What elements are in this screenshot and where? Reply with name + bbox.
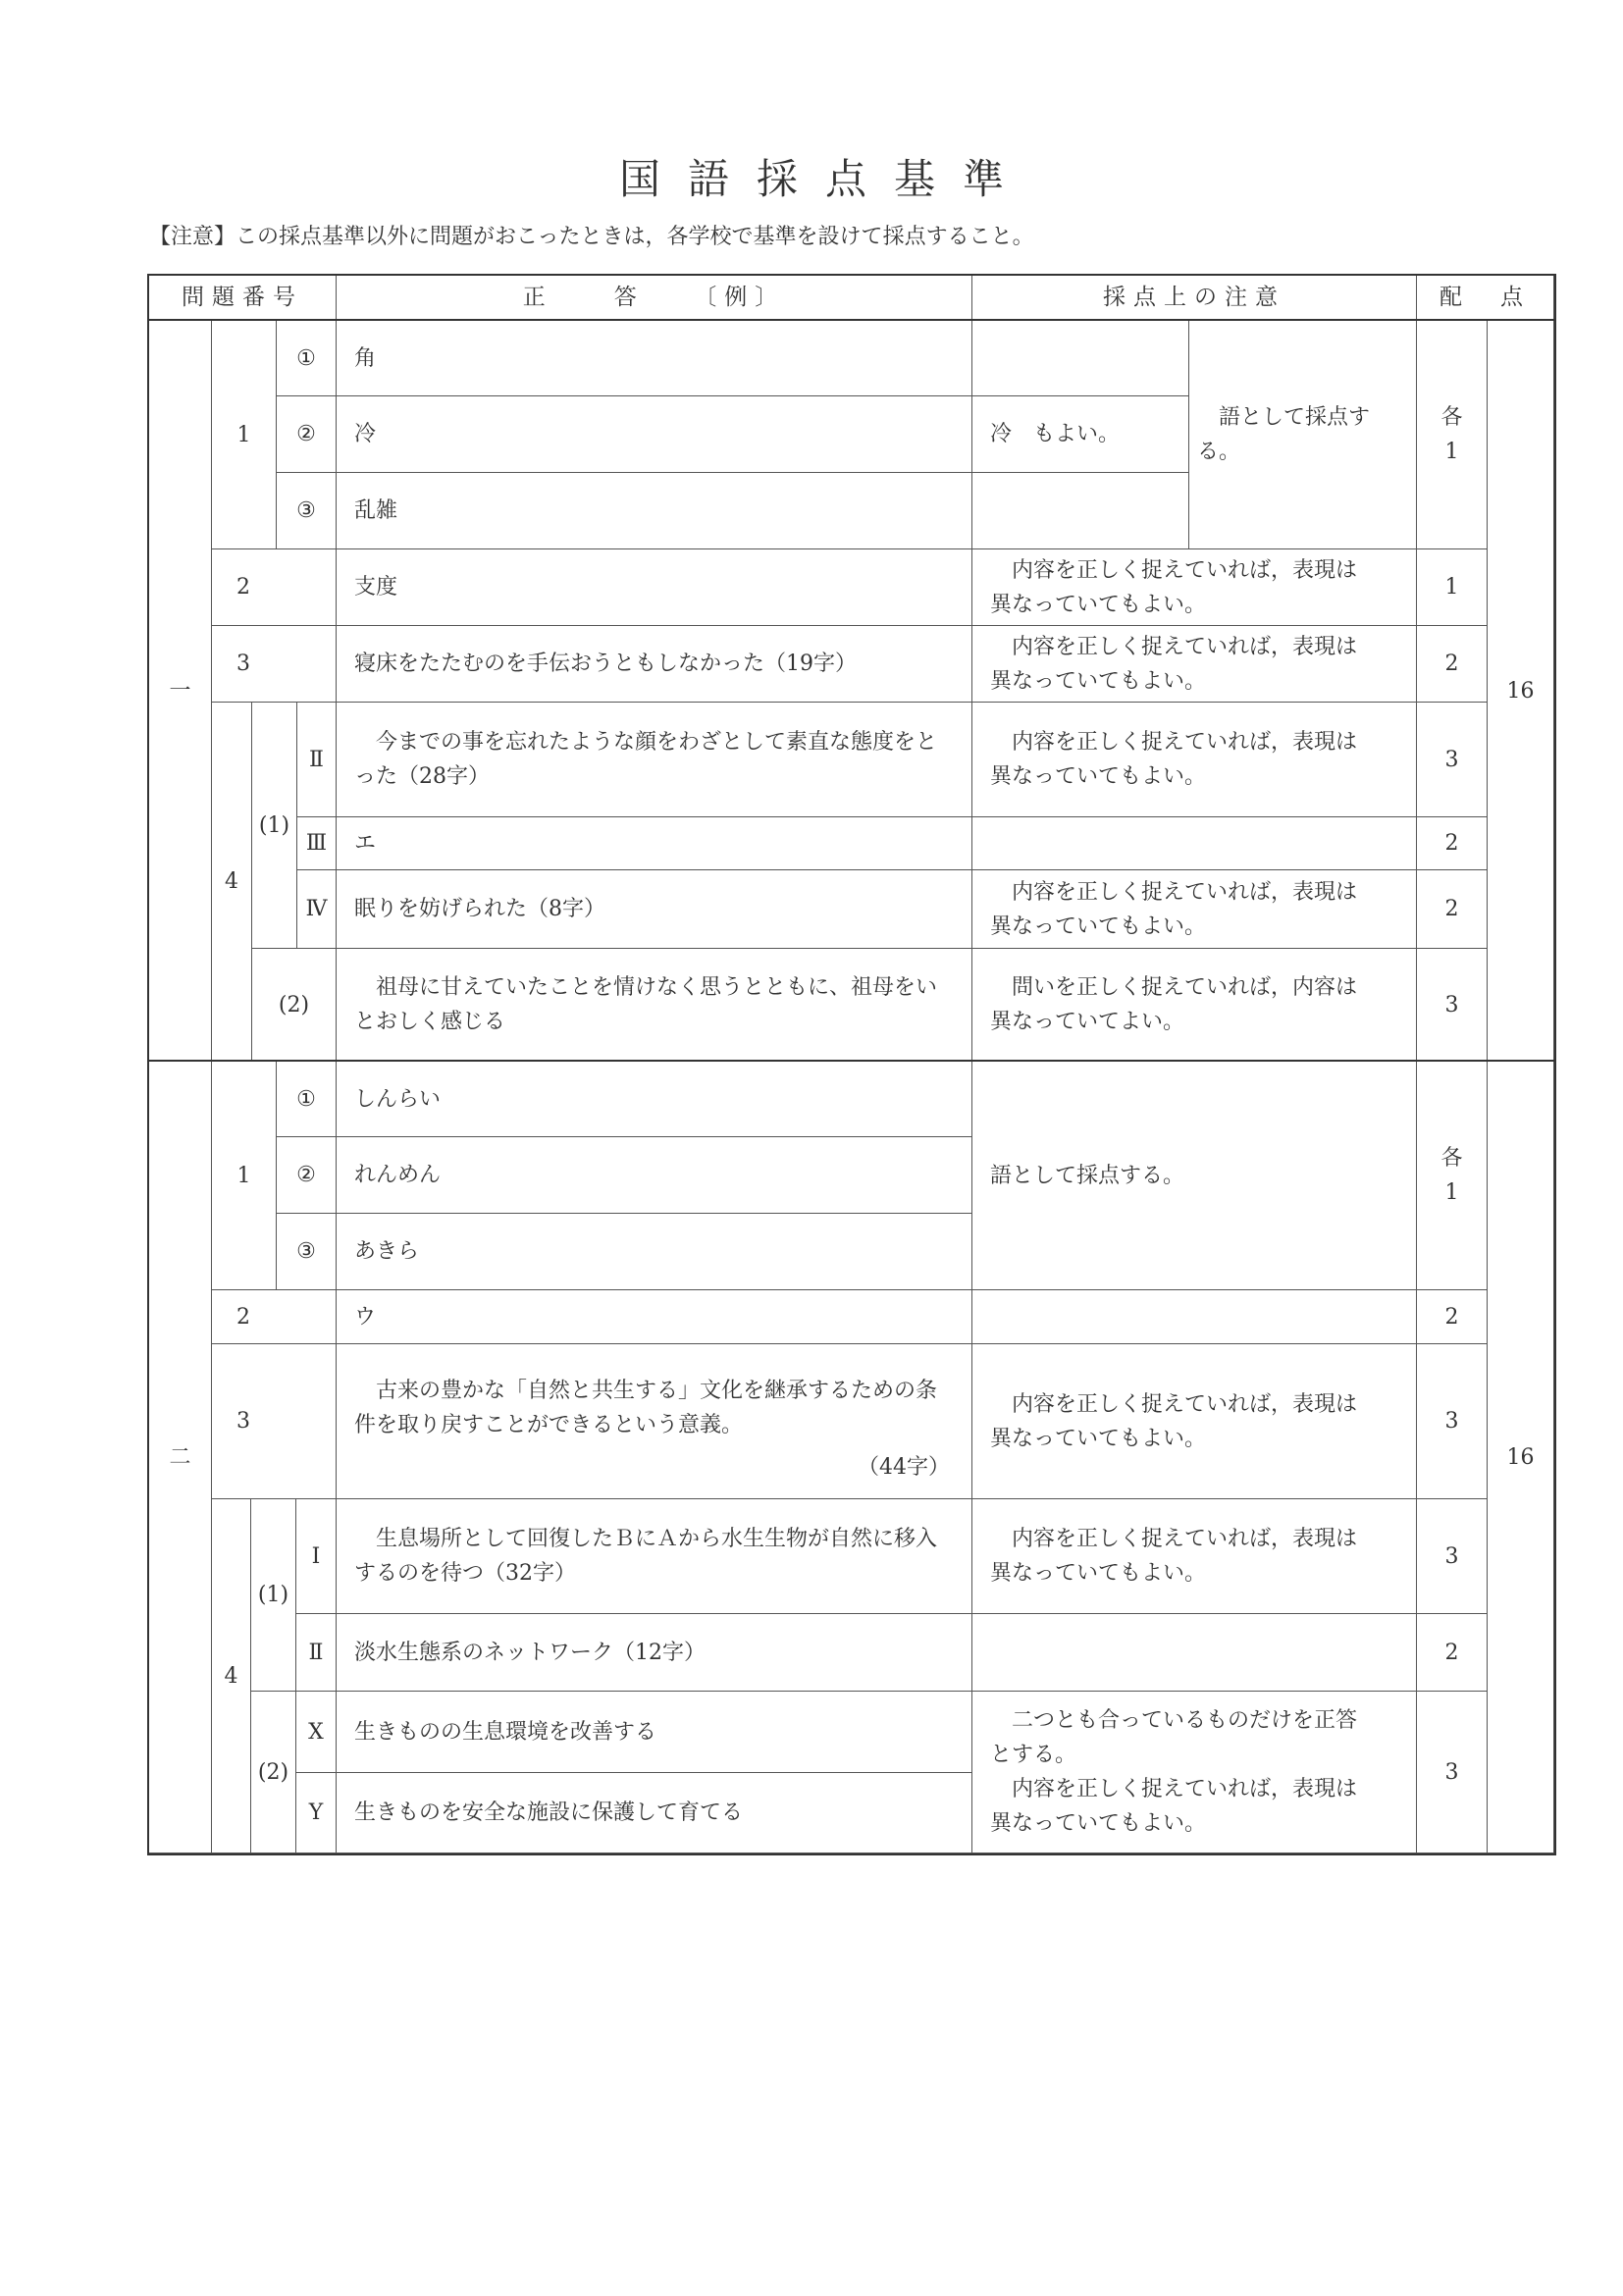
s1-q4-p2-label-text: (2) bbox=[278, 992, 310, 1018]
s2-q4-p2-sub-x-text: X bbox=[308, 1719, 324, 1745]
s1-q3-score bbox=[1416, 625, 1488, 703]
s2-q4-p2-sub-y-text: Y bbox=[308, 1800, 324, 1825]
s2-q1-caution bbox=[971, 1061, 1417, 1290]
s2-q4-p1-answer2 bbox=[336, 1613, 972, 1692]
s1-q4-p1-sub3 bbox=[296, 869, 337, 949]
s2-q4-p1-answer1-text: 生息場所として回復したＢにＡから水生生物が自然に移入するのを待つ（32字） bbox=[354, 1527, 938, 1586]
s2-q2-score bbox=[1416, 1289, 1488, 1344]
s1-q1-sub2-text: ② bbox=[296, 422, 316, 446]
s1-q3-caution-text: 内容を正しく捉えていれば，表現は異なっていてもよい。 bbox=[990, 634, 1358, 694]
s2-q2-answer bbox=[336, 1289, 972, 1344]
s1-q4-p1-caution3 bbox=[971, 869, 1417, 949]
s1-q1-sub3 bbox=[276, 472, 337, 549]
s1-q4-p1-sub1 bbox=[296, 702, 337, 817]
s1-q4-p1-answer2-text: エ bbox=[354, 831, 377, 856]
s1-q4-p1-score3-text: 2 bbox=[1444, 897, 1459, 921]
s1-q2-number bbox=[211, 548, 337, 626]
s1-q4-p1-label bbox=[251, 702, 297, 949]
header-score-label: 配 点 bbox=[1440, 285, 1531, 310]
s1-q1-answer2-text: 冷 bbox=[354, 422, 377, 446]
s2-q4-p1-answer2-text: 淡水生態系のネットワーク（12字） bbox=[354, 1640, 706, 1665]
s1-q4-p1-caution3-text: 内容を正しく捉えていれば，表現は異なっていてもよい。 bbox=[990, 879, 1358, 939]
s1-q4-p1-answer2 bbox=[336, 816, 972, 870]
section-divider bbox=[147, 1060, 1556, 1062]
s1-q4-p1-answer1-text: 今までの事を忘れたような顔をわざとして素直な態度をとった（28字） bbox=[354, 730, 938, 789]
s1-q4-p1-sub1-text: Ⅱ bbox=[309, 747, 324, 772]
s2-q3-score-text: 3 bbox=[1444, 1409, 1459, 1434]
s2-q3-caution bbox=[971, 1343, 1417, 1499]
s1-q4-p1-sub3-text: Ⅳ bbox=[305, 897, 328, 921]
s1-q3-number bbox=[211, 625, 337, 703]
s1-q2-caution-text: 内容を正しく捉えていれば，表現は異なっていてもよい。 bbox=[990, 557, 1358, 617]
s2-q1-answer2 bbox=[336, 1136, 972, 1214]
s1-q3-answer bbox=[336, 625, 972, 703]
header-answer bbox=[336, 275, 972, 321]
s1-q4-p1-caution1 bbox=[971, 702, 1417, 817]
s2-q4-number bbox=[211, 1498, 251, 1853]
s2-q4-p2-score bbox=[1416, 1691, 1488, 1853]
s1-q1-answer2 bbox=[336, 395, 972, 473]
s2-q2-number bbox=[211, 1289, 337, 1344]
s2-q1-sub3 bbox=[276, 1213, 337, 1290]
s2-q4-p2-answer-y bbox=[336, 1772, 972, 1853]
section-1-label-text: 一 bbox=[169, 678, 191, 704]
header-caution bbox=[971, 275, 1417, 321]
s1-q4-p1-answer3 bbox=[336, 869, 972, 949]
s1-q4-number bbox=[211, 702, 252, 1062]
s2-q4-p1-answer1 bbox=[336, 1498, 972, 1614]
s2-q4-p1-sub2 bbox=[295, 1613, 337, 1692]
s2-q4-p2-answer-x-text: 生きものの生息環境を改善する bbox=[354, 1719, 657, 1745]
s2-q4-p1-caution1-text: 内容を正しく捉えていれば，表現は異なっていてもよい。 bbox=[990, 1527, 1358, 1586]
s2-total bbox=[1487, 1061, 1554, 1853]
s1-q2-number-text: 2 bbox=[236, 575, 250, 600]
s2-q4-p1-score1-text: 3 bbox=[1444, 1543, 1459, 1569]
header-question-number bbox=[148, 275, 337, 321]
s2-q4-p2-caution2-text: 内容を正しく捉えていれば，表現は異なっていてもよい。 bbox=[990, 1777, 1358, 1836]
s2-q4-number-text: 4 bbox=[224, 1663, 238, 1689]
s2-q4-p2-caution1-text: 二つとも合っているものだけを正答とする。 bbox=[990, 1708, 1358, 1767]
grading-note: 【注意】この採点基準以外に問題がおこったときは，各学校で基準を設けて採点すること。 bbox=[149, 225, 1034, 249]
s1-q4-p2-answer bbox=[336, 948, 972, 1062]
s1-q4-p1-caution1-text: 内容を正しく捉えていれば，表現は異なっていてもよい。 bbox=[990, 730, 1358, 789]
s1-q1-sub3-text: ③ bbox=[296, 498, 316, 523]
s1-q1-shared-caution bbox=[1188, 320, 1417, 549]
s2-q4-p2-sub-y bbox=[295, 1772, 337, 1853]
s1-q3-caution bbox=[971, 625, 1417, 703]
s1-q4-p2-caution-text: 問いを正しく捉えていれば，内容は異なっていてよい。 bbox=[990, 975, 1358, 1034]
header-number-label: 問題番号 bbox=[182, 285, 303, 310]
section-2-label-text: 二 bbox=[169, 1444, 191, 1470]
s1-q1-number bbox=[211, 320, 277, 549]
s1-q1-score-top: 各 bbox=[1440, 405, 1463, 430]
s1-q1-caution1 bbox=[971, 320, 1189, 396]
s1-q1-sub2 bbox=[276, 395, 337, 473]
s2-q3-score bbox=[1416, 1343, 1488, 1499]
header-score bbox=[1416, 275, 1554, 321]
s1-q4-p2-score-text: 3 bbox=[1444, 992, 1459, 1018]
s1-q2-score-text: 1 bbox=[1444, 575, 1459, 600]
s1-q4-p1-score1-text: 3 bbox=[1444, 747, 1459, 772]
s2-q4-p1-label-text: (1) bbox=[257, 1583, 289, 1607]
s2-q1-sub2-text: ② bbox=[296, 1163, 316, 1187]
s1-q4-p2-answer-text: 祖母に甘えていたことを情けなく思うとともに、祖母をいとおしく感じる bbox=[354, 975, 938, 1034]
s1-q4-p1-score3 bbox=[1416, 869, 1488, 949]
s2-total-text: 16 bbox=[1506, 1444, 1535, 1470]
s2-q1-caution-text: 語として採点する。 bbox=[990, 1163, 1185, 1188]
s2-q3-char-count: （44字） bbox=[858, 1455, 950, 1480]
s2-q4-p1-sub1-text: Ⅰ bbox=[311, 1543, 321, 1569]
s1-q3-answer-text: 寝床をたたむのを手伝おうともしなかった（19字） bbox=[354, 652, 857, 676]
s1-q3-score-text: 2 bbox=[1444, 652, 1459, 676]
section-2-label bbox=[148, 1061, 212, 1853]
s2-q2-number-text: 2 bbox=[236, 1304, 250, 1330]
s2-q1-sub1-text: ① bbox=[296, 1086, 316, 1112]
s1-q1-answer3-text: 乱雑 bbox=[354, 498, 398, 523]
s1-q4-p1-sub2-text: Ⅲ bbox=[305, 831, 328, 856]
s1-q2-caution bbox=[971, 548, 1417, 626]
s1-q4-p1-answer1 bbox=[336, 702, 972, 817]
document-title: 国語採点基準 bbox=[618, 155, 1031, 203]
s1-q4-p1-answer3-text: 眠りを妨げられた（8字） bbox=[354, 897, 605, 921]
s1-q2-score bbox=[1416, 548, 1488, 626]
s2-q4-p1-score1 bbox=[1416, 1498, 1488, 1614]
s1-q1-sub1-text: ① bbox=[296, 345, 316, 371]
s1-q1-caution3 bbox=[971, 472, 1189, 549]
s2-q1-number bbox=[211, 1061, 277, 1290]
s2-q2-caution bbox=[971, 1289, 1417, 1344]
header-caution-label: 採点上の注意 bbox=[1103, 285, 1285, 310]
s2-q4-p1-sub2-text: Ⅱ bbox=[308, 1640, 324, 1665]
s1-q4-p2-caution bbox=[971, 948, 1417, 1062]
s2-q4-p1-caution2 bbox=[971, 1613, 1417, 1692]
s2-q4-p2-answer-x bbox=[336, 1691, 972, 1773]
s2-q3-number bbox=[211, 1343, 337, 1499]
s2-q1-score bbox=[1416, 1061, 1488, 1290]
s1-q2-answer-text: 支度 bbox=[354, 575, 398, 600]
s2-q4-p2-answer-y-text: 生きものを安全な施設に保護して育てる bbox=[354, 1800, 744, 1825]
s2-q1-answer1-text: しんらい bbox=[354, 1086, 442, 1112]
s2-q3-answer bbox=[336, 1343, 972, 1499]
header-answer-label: 正 答 〔例〕 bbox=[522, 285, 786, 310]
s2-q4-p2-sub-x bbox=[295, 1691, 337, 1773]
s1-q1-score-bottom: 1 bbox=[1444, 440, 1459, 464]
s1-q4-number-text: 4 bbox=[225, 869, 238, 894]
s2-q1-number-text: 1 bbox=[236, 1163, 251, 1188]
s2-q3-answer-text: 古来の豊かな「自然と共生する」文化を継承するための条件を取り戻すことができるという意義。 bbox=[354, 1378, 938, 1437]
s1-q1-caution2-text: 冷 もよい。 bbox=[990, 422, 1121, 446]
s1-q4-p2-label bbox=[251, 948, 337, 1062]
s1-q1-answer3 bbox=[336, 472, 972, 549]
s2-q3-caution-text: 内容を正しく捉えていれば，表現は異なっていてもよい。 bbox=[990, 1391, 1358, 1451]
s2-q4-p2-label bbox=[250, 1691, 296, 1853]
s2-q1-sub2 bbox=[276, 1136, 337, 1214]
s2-q1-sub1 bbox=[276, 1061, 337, 1137]
s2-q3-number-text: 3 bbox=[236, 1409, 250, 1434]
s2-q1-answer2-text: れんめん bbox=[354, 1163, 442, 1187]
s1-q4-p2-score bbox=[1416, 948, 1488, 1062]
s1-q1-score bbox=[1416, 320, 1488, 549]
s1-q1-sub1 bbox=[276, 320, 337, 396]
s2-q4-p2-score-text: 3 bbox=[1444, 1759, 1459, 1785]
s1-q1-answer1-text: 角 bbox=[354, 345, 377, 371]
s1-q3-number-text: 3 bbox=[236, 652, 250, 676]
s1-q4-p1-score1 bbox=[1416, 702, 1488, 817]
s2-q2-answer-text: ウ bbox=[354, 1304, 377, 1330]
s1-q1-answer1 bbox=[336, 320, 972, 396]
s2-q2-score-text: 2 bbox=[1444, 1304, 1459, 1330]
s1-q4-p1-score2 bbox=[1416, 816, 1488, 870]
s1-q4-p1-score2-text: 2 bbox=[1444, 831, 1459, 856]
s2-q4-p2-label-text: (2) bbox=[257, 1759, 289, 1785]
s2-q1-answer1 bbox=[336, 1061, 972, 1137]
s1-q2-answer bbox=[336, 548, 972, 626]
s1-total bbox=[1487, 320, 1554, 1062]
s2-q1-answer3 bbox=[336, 1213, 972, 1290]
s2-q4-p1-label bbox=[250, 1498, 296, 1692]
header-divider bbox=[147, 319, 1556, 321]
s1-q4-p1-caution2 bbox=[971, 816, 1417, 870]
s2-q1-answer3-text: あきら bbox=[354, 1239, 420, 1264]
s1-q1-number-text: 1 bbox=[236, 422, 251, 447]
s1-q1-shared-caution-text: 語として採点する。 bbox=[1197, 405, 1371, 464]
section-1-label bbox=[148, 320, 212, 1062]
s1-q1-caution2 bbox=[971, 395, 1189, 473]
s1-q4-p1-sub2 bbox=[296, 816, 337, 870]
s2-q1-score-top: 各 bbox=[1440, 1146, 1463, 1171]
s2-q4-p1-sub1 bbox=[295, 1498, 337, 1614]
s2-q1-sub3-text: ③ bbox=[296, 1239, 316, 1264]
s2-q4-p1-score2 bbox=[1416, 1613, 1488, 1692]
s1-total-text: 16 bbox=[1506, 678, 1535, 704]
s2-q4-p2-caution bbox=[971, 1691, 1417, 1853]
s1-q4-p1-label-text: (1) bbox=[258, 812, 290, 838]
s2-q4-p1-score2-text: 2 bbox=[1444, 1640, 1459, 1665]
s2-q4-p1-caution1 bbox=[971, 1498, 1417, 1614]
s2-q1-score-bottom: 1 bbox=[1444, 1180, 1459, 1205]
